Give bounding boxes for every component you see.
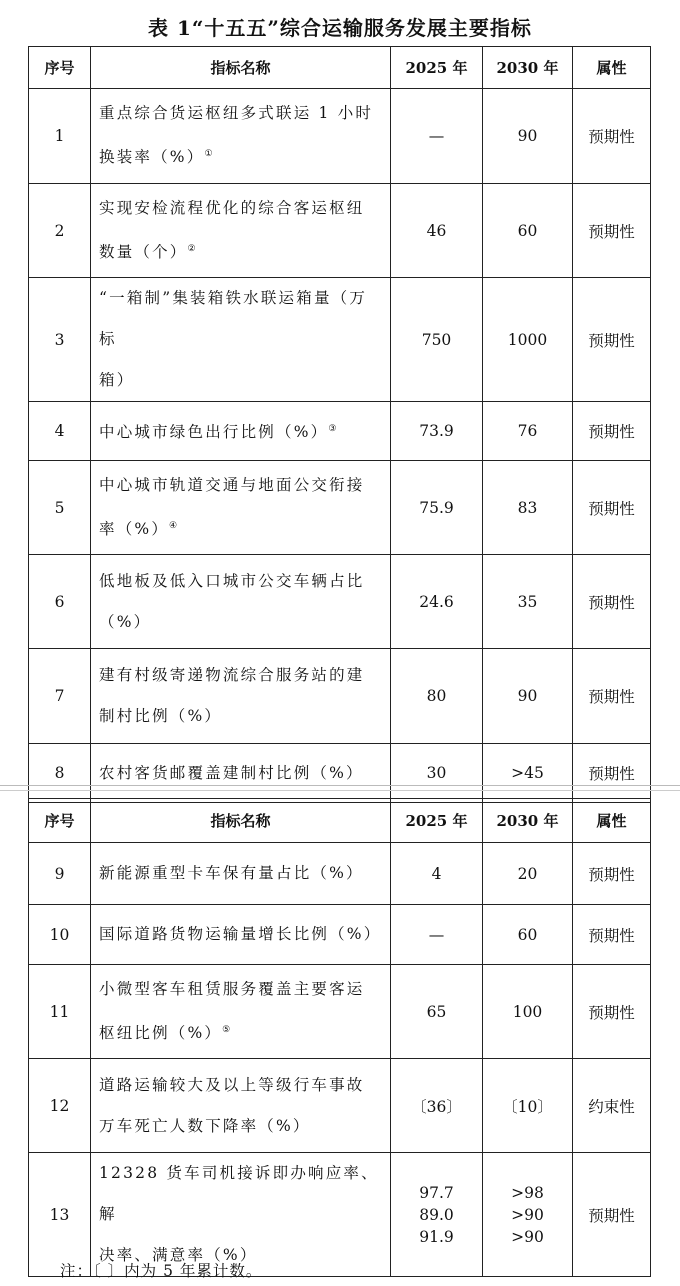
row-2030: >98 >90 >90	[483, 1153, 573, 1277]
indicator-table-part2	[28, 798, 651, 1277]
header-no: 序号	[29, 799, 91, 843]
row-attr: 预期性	[573, 402, 651, 461]
table-row	[29, 1153, 651, 1277]
row-name: 低地板及低入口城市公交车辆占比 （%）	[91, 555, 391, 649]
header-attr: 属性	[573, 799, 651, 843]
row-2025: 750	[391, 278, 483, 402]
table-row	[29, 402, 651, 461]
header-name: 指标名称	[91, 799, 391, 843]
row-no: 2	[29, 184, 91, 278]
row-2025: 4	[391, 843, 483, 905]
row-2025: 24.6	[391, 555, 483, 649]
row-no: 6	[29, 555, 91, 649]
table-row	[29, 649, 651, 744]
table-row	[29, 555, 651, 649]
row-name: 新能源重型卡车保有量占比（%）	[91, 843, 391, 905]
row-2030: 60	[483, 905, 573, 965]
row-2030: 60	[483, 184, 573, 278]
table-row	[29, 89, 651, 184]
row-name: 中心城市轨道交通与地面公交衔接 率（%）④	[91, 461, 391, 555]
row-2030: 90	[483, 649, 573, 744]
row-name: “一箱制”集装箱铁水联运箱量（万标 箱）	[91, 278, 391, 402]
table-row	[29, 843, 651, 905]
table-row	[29, 965, 651, 1059]
row-2025: 〔36〕	[391, 1059, 483, 1153]
row-2025: 46	[391, 184, 483, 278]
row-attr: 预期性	[573, 461, 651, 555]
row-name: 实现安检流程优化的综合客运枢纽 数量（个）②	[91, 184, 391, 278]
row-name: 12328 货车司机接诉即办响应率、解 决率、满意率（%）	[91, 1153, 391, 1277]
row-name: 中心城市绿色出行比例（%）③	[91, 402, 391, 461]
row-2025: 65	[391, 965, 483, 1059]
row-name: 国际道路货物运输量增长比例（%）	[91, 905, 391, 965]
row-2025: 97.7 89.0 91.9	[391, 1153, 483, 1277]
row-attr: 预期性	[573, 649, 651, 744]
row-no: 9	[29, 843, 91, 905]
table-row	[29, 461, 651, 555]
row-attr: 预期性	[573, 905, 651, 965]
row-no: 12	[29, 1059, 91, 1153]
row-attr: 约束性	[573, 1059, 651, 1153]
header-2025: 2025 年	[391, 47, 483, 89]
row-no: 8	[29, 744, 91, 803]
indicator-table-part1	[28, 46, 651, 803]
row-2025: 30	[391, 744, 483, 803]
row-no: 11	[29, 965, 91, 1059]
row-name: 建有村级寄递物流综合服务站的建 制村比例（%）	[91, 649, 391, 744]
header-attr: 属性	[573, 47, 651, 89]
page-divider	[0, 790, 680, 791]
row-2030: 35	[483, 555, 573, 649]
row-no: 10	[29, 905, 91, 965]
table-row	[29, 905, 651, 965]
row-no: 13	[29, 1153, 91, 1277]
row-2025: 80	[391, 649, 483, 744]
row-name: 重点综合货运枢纽多式联运 1 小时 换装率（%）①	[91, 89, 391, 184]
row-no: 7	[29, 649, 91, 744]
header-2030: 2030 年	[483, 47, 573, 89]
row-2030: 90	[483, 89, 573, 184]
row-name: 农村客货邮覆盖建制村比例（%）	[91, 744, 391, 803]
header-2030: 2030 年	[483, 799, 573, 843]
table-row	[29, 184, 651, 278]
footnote: 注：〔 〕内为 5 年累计数。	[60, 1262, 263, 1280]
row-2030: 1000	[483, 278, 573, 402]
row-name: 道路运输较大及以上等级行车事故 万车死亡人数下降率（%）	[91, 1059, 391, 1153]
row-no: 1	[29, 89, 91, 184]
row-2025: 75.9	[391, 461, 483, 555]
row-no: 4	[29, 402, 91, 461]
row-attr: 预期性	[573, 184, 651, 278]
row-2025: —	[391, 905, 483, 965]
row-attr: 预期性	[573, 1153, 651, 1277]
row-2025: —	[391, 89, 483, 184]
row-2030: 100	[483, 965, 573, 1059]
row-attr: 预期性	[573, 278, 651, 402]
table-row	[29, 744, 651, 803]
table-row	[29, 1059, 651, 1153]
row-attr: 预期性	[573, 555, 651, 649]
header-2025: 2025 年	[391, 799, 483, 843]
header-no: 序号	[29, 47, 91, 89]
row-2025: 73.9	[391, 402, 483, 461]
row-no: 5	[29, 461, 91, 555]
row-attr: 预期性	[573, 843, 651, 905]
header-name: 指标名称	[91, 47, 391, 89]
row-2030: 83	[483, 461, 573, 555]
row-2030: 20	[483, 843, 573, 905]
row-no: 3	[29, 278, 91, 402]
row-attr: 预期性	[573, 744, 651, 803]
page-divider	[0, 785, 680, 786]
row-2030: 76	[483, 402, 573, 461]
row-2030: >45	[483, 744, 573, 803]
row-attr: 预期性	[573, 965, 651, 1059]
table-title: 表 1“十五五”综合运输服务发展主要指标	[148, 16, 532, 40]
table-row	[29, 278, 651, 402]
row-attr: 预期性	[573, 89, 651, 184]
row-2030: 〔10〕	[483, 1059, 573, 1153]
row-name: 小微型客车租赁服务覆盖主要客运 枢纽比例（%）⑤	[91, 965, 391, 1059]
